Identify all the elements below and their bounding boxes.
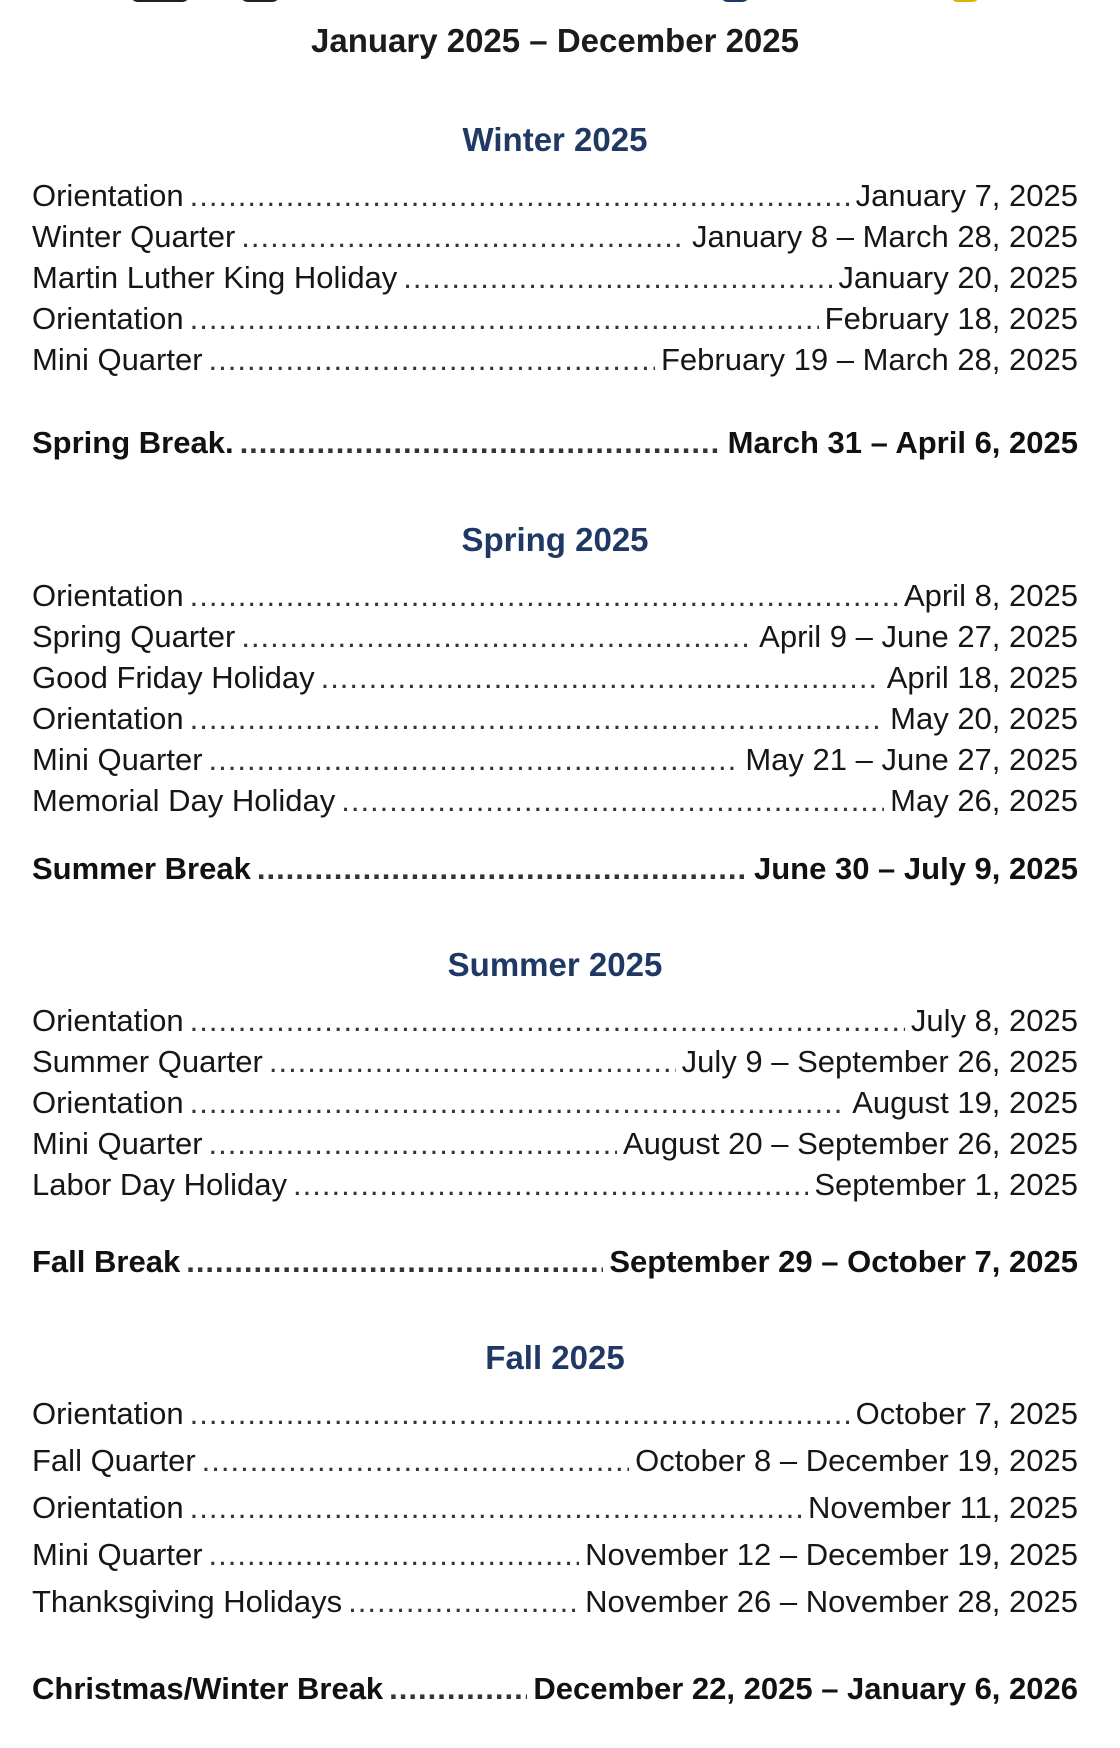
section-title: Summer 2025: [447, 946, 663, 983]
row-date: September 1, 2025: [814, 1167, 1078, 1202]
calendar-row: [32, 301, 1078, 342]
section-title: Winter 2025: [462, 121, 648, 158]
row-date: July 8, 2025: [910, 1003, 1078, 1038]
dot-leader: [209, 1537, 580, 1573]
row-date: April 18, 2025: [886, 660, 1078, 695]
row-label: Winter Quarter: [32, 219, 236, 254]
break-label: Summer Break: [32, 851, 251, 886]
dot-leader: [190, 301, 819, 337]
row-date: February 19 – March 28, 2025: [660, 342, 1078, 377]
section-spring-2025: [32, 518, 1078, 824]
row-label: Labor Day Holiday: [32, 1167, 288, 1202]
dot-leader: [269, 1044, 676, 1080]
row-date: August 20 – September 26, 2025: [623, 1126, 1078, 1161]
row-date: April 9 – June 27, 2025: [759, 619, 1078, 654]
dot-leader: [241, 219, 686, 255]
row-label: Mini Quarter: [32, 1126, 203, 1161]
calendar-row: [32, 742, 1078, 783]
calendar-row: [32, 783, 1078, 824]
dot-leader: [209, 1126, 617, 1162]
dot-leader: [190, 1396, 850, 1432]
break-label: Christmas/Winter Break: [32, 1671, 384, 1706]
calendar-row: [32, 1003, 1078, 1044]
break-date: December 22, 2025 – January 6, 2026: [533, 1671, 1078, 1706]
row-date: May 20, 2025: [890, 701, 1078, 736]
row-label: Orientation: [32, 1396, 184, 1431]
dot-leader: [389, 1671, 527, 1707]
dot-leader: [190, 1490, 802, 1526]
calendar-row: [32, 1443, 1078, 1490]
calendar-row: [32, 1396, 1078, 1443]
calendar-row: [32, 619, 1078, 660]
row-date: January 7, 2025: [855, 178, 1078, 213]
row-label: Orientation: [32, 178, 184, 213]
dot-leader: [403, 260, 832, 296]
row-label: Mini Quarter: [32, 1537, 203, 1572]
row-date: February 18, 2025: [824, 301, 1078, 336]
calendar-row: [32, 660, 1078, 701]
break-row-summer-break: [32, 851, 1078, 887]
row-label: Orientation: [32, 701, 184, 736]
row-date: January 20, 2025: [838, 260, 1078, 295]
row-label: Mini Quarter: [32, 742, 203, 777]
dot-leader: [240, 425, 722, 461]
row-label: Good Friday Holiday: [32, 660, 315, 695]
row-label: Orientation: [32, 578, 184, 613]
calendar-row: [32, 1490, 1078, 1537]
break-row-spring-break: [32, 425, 1078, 461]
dot-leader: [202, 1443, 629, 1479]
row-date: November 11, 2025: [808, 1490, 1078, 1525]
row-date: October 8 – December 19, 2025: [635, 1443, 1078, 1478]
dot-leader: [348, 1584, 579, 1620]
row-label: Memorial Day Holiday: [32, 783, 336, 818]
row-date: January 8 – March 28, 2025: [691, 219, 1078, 254]
row-label: Summer Quarter: [32, 1044, 263, 1079]
row-date: May 26, 2025: [890, 783, 1078, 818]
dot-leader: [190, 1003, 905, 1039]
dot-leader: [190, 701, 885, 737]
section-title: Fall 2025: [485, 1339, 625, 1376]
break-date: March 31 – April 6, 2025: [727, 425, 1078, 460]
section-winter-2025: [32, 118, 1078, 383]
calendar-row: [32, 1167, 1078, 1208]
row-label: Spring Quarter: [32, 619, 236, 654]
dot-leader: [186, 1244, 603, 1280]
row-label: Thanksgiving Holidays: [32, 1584, 343, 1619]
row-date: May 21 – June 27, 2025: [745, 742, 1078, 777]
row-date: October 7, 2025: [855, 1396, 1078, 1431]
row-date: November 12 – December 19, 2025: [585, 1537, 1078, 1572]
cropped-header-fragment: [0, 0, 1120, 8]
calendar-row: [32, 342, 1078, 383]
break-label: Fall Break: [32, 1244, 181, 1279]
calendar-row: [32, 578, 1078, 619]
dot-leader: [257, 851, 748, 887]
row-label: Martin Luther King Holiday: [32, 260, 398, 295]
dot-leader: [321, 660, 881, 696]
row-label: Fall Quarter: [32, 1443, 196, 1478]
calendar-row: [32, 701, 1078, 742]
calendar-row: [32, 1044, 1078, 1085]
row-date: April 8, 2025: [903, 578, 1078, 613]
break-date: September 29 – October 7, 2025: [609, 1244, 1078, 1279]
dot-leader: [190, 1085, 847, 1121]
dot-leader: [209, 742, 740, 778]
break-row-fall-break: [32, 1244, 1078, 1280]
calendar-row: [32, 1126, 1078, 1167]
row-date: November 26 – November 28, 2025: [585, 1584, 1078, 1619]
calendar-row: [32, 219, 1078, 260]
row-date: August 19, 2025: [852, 1085, 1078, 1120]
row-label: Orientation: [32, 1490, 184, 1525]
dot-leader: [190, 178, 850, 214]
dot-leader: [293, 1167, 808, 1203]
calendar-row: [32, 260, 1078, 301]
calendar-row: [32, 1085, 1078, 1126]
dot-leader: [190, 578, 898, 614]
calendar-row: [32, 178, 1078, 219]
row-date: July 9 – September 26, 2025: [681, 1044, 1078, 1079]
dot-leader: [241, 619, 753, 655]
section-title: Spring 2025: [461, 521, 649, 558]
section-fall-2025: [32, 1336, 1078, 1631]
calendar-row: [32, 1584, 1078, 1631]
break-row-christmas-winter-break: [32, 1671, 1078, 1707]
dot-leader: [341, 783, 884, 819]
break-date: June 30 – July 9, 2025: [754, 851, 1078, 886]
row-label: Orientation: [32, 1085, 184, 1120]
row-label: Orientation: [32, 301, 184, 336]
row-label: Orientation: [32, 1003, 184, 1038]
calendar-date-range: January 2025 – December 2025: [310, 22, 799, 59]
dot-leader: [209, 342, 655, 378]
break-label: Spring Break.: [32, 425, 234, 460]
section-summer-2025: [32, 943, 1078, 1208]
calendar-row: [32, 1537, 1078, 1584]
row-label: Mini Quarter: [32, 342, 203, 377]
